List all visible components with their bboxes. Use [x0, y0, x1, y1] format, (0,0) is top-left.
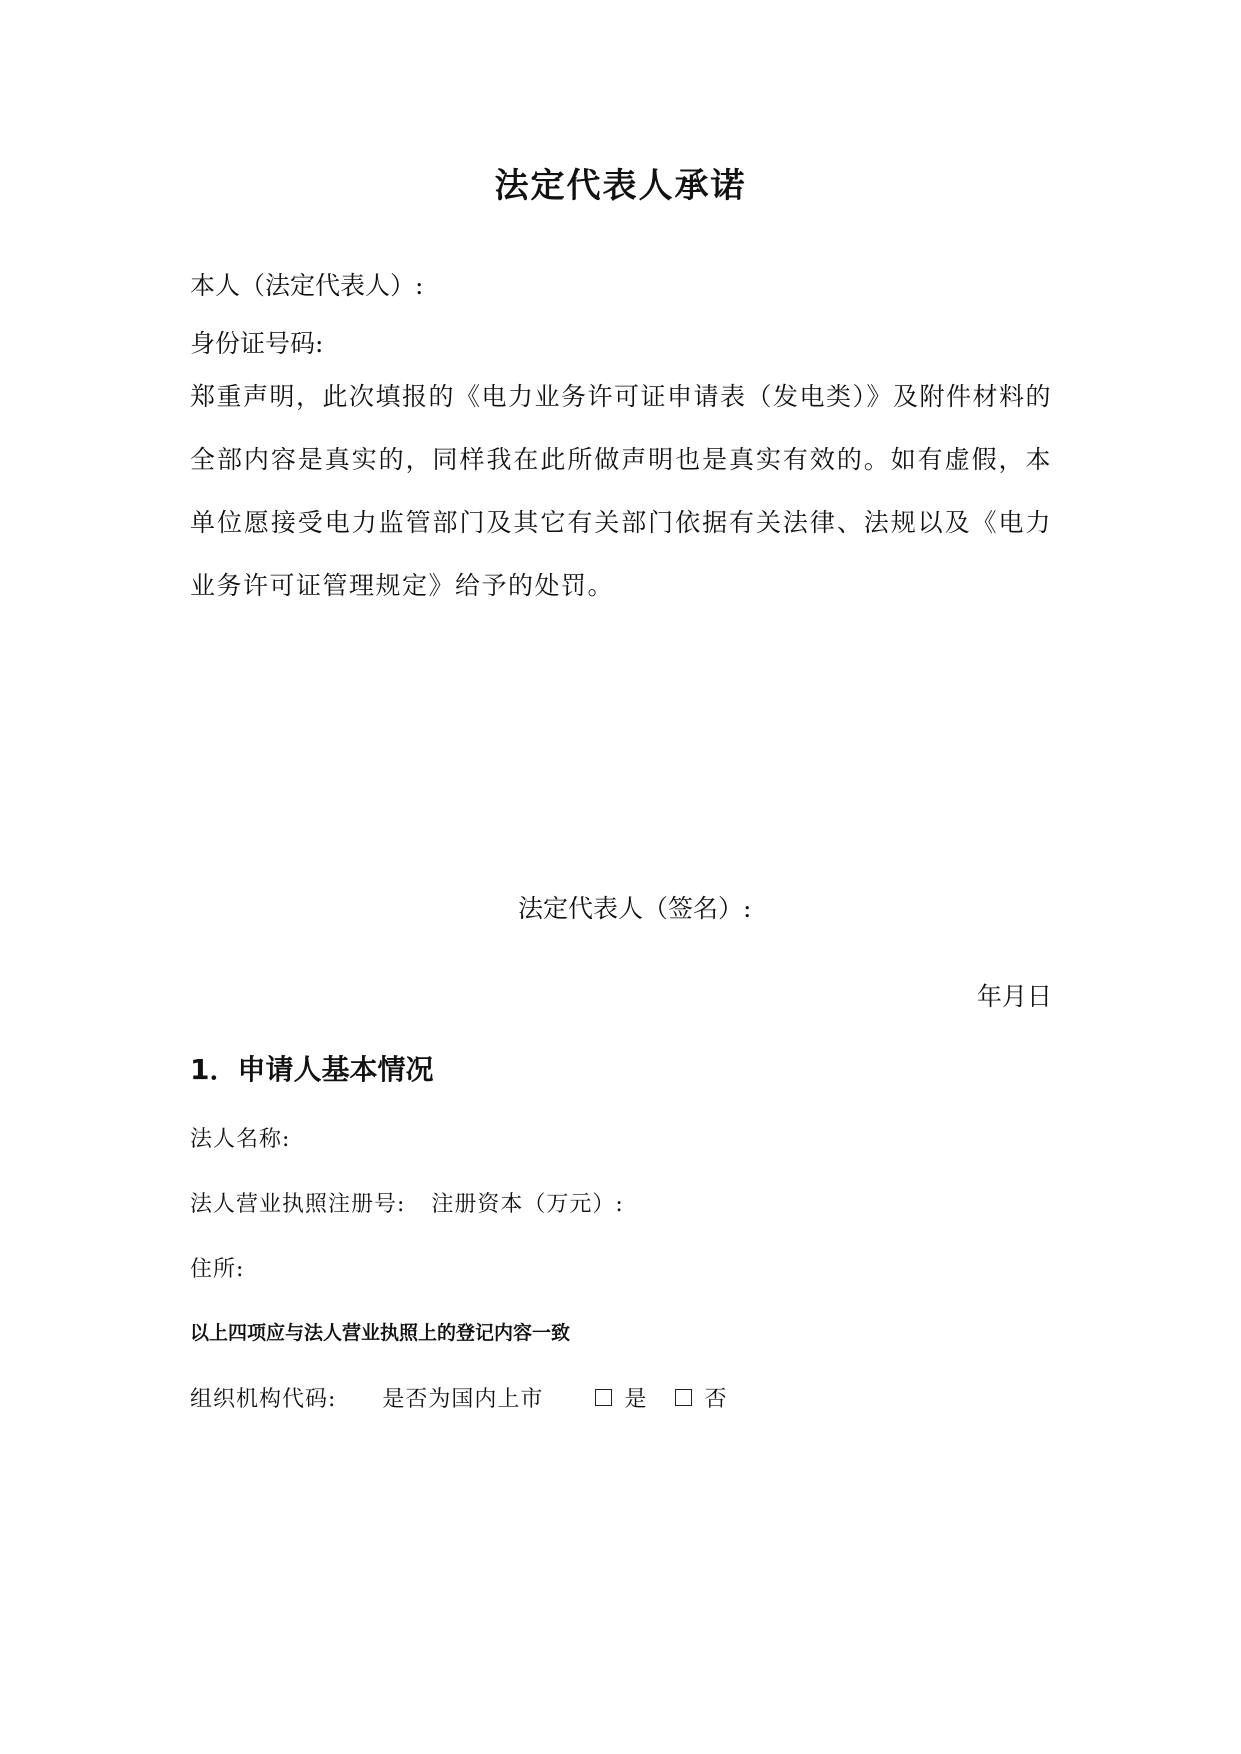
consistency-note: 以上四项应与法人营业执照上的登记内容一致 — [190, 1322, 571, 1344]
signature-label: 法定代表人（签名）: — [518, 894, 752, 923]
listed-no-option[interactable] — [675, 1382, 727, 1413]
declaration-statement: 郑重声明，此次填报的《电力业务许可证申请表（发电类）》及附件材料的全部内容是真实的，同样我在此所做声明也是真实有效的。如有虚假，本单位愿接受电力监管部门及其它有关部门依据有关法律、法规以及《电力业务许可证管理规定》给予的处罚。 — [190, 382, 1053, 600]
section-heading: 1．申请人基本情况 — [190, 1053, 434, 1086]
declarant-label: 本人（法定代表人）: — [190, 271, 424, 300]
date-label: 年月日 — [976, 982, 1052, 1011]
address-field: 住所: — [190, 1257, 245, 1282]
yes-checkbox[interactable] — [595, 1389, 612, 1406]
org-code-label: 组织机构代码: — [190, 1387, 337, 1412]
no-checkbox[interactable] — [675, 1389, 692, 1406]
yes-label: 是 — [624, 1387, 648, 1412]
no-label: 否 — [704, 1387, 728, 1412]
legal-name-field: 法人名称: — [190, 1127, 291, 1152]
listed-yes-option[interactable] — [595, 1382, 647, 1413]
org-code-row — [190, 1382, 727, 1413]
id-number-label: 身份证号码: — [190, 329, 324, 358]
license-capital-row — [190, 1187, 624, 1218]
license-number-label: 法人营业执照注册号: — [190, 1192, 406, 1217]
registered-capital-label: 注册资本（万元）: — [431, 1192, 624, 1217]
listed-question-label: 是否为国内上市 — [382, 1387, 544, 1412]
page-title: 法定代表人承诺 — [494, 166, 747, 206]
